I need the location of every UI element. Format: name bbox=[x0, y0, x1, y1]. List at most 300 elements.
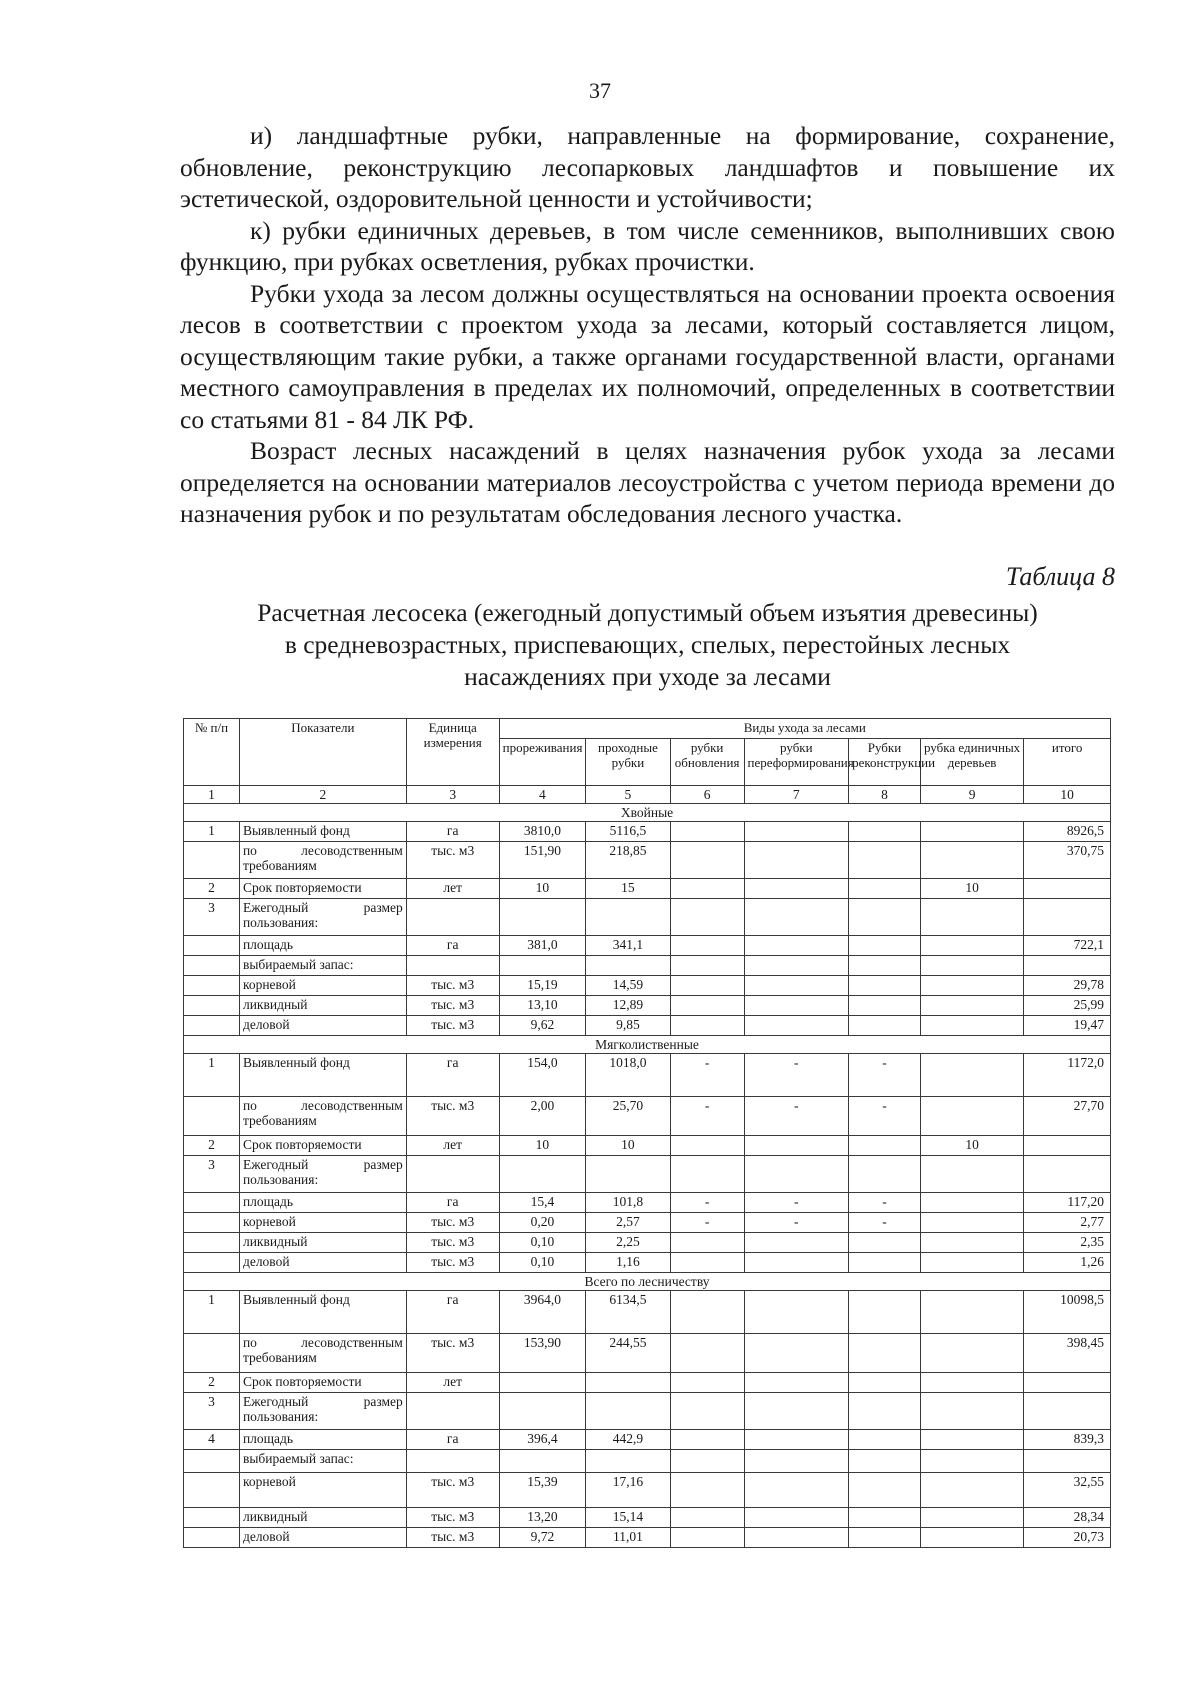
row-value bbox=[920, 1016, 1023, 1036]
row-value bbox=[499, 1393, 586, 1430]
row-value bbox=[670, 1508, 744, 1528]
row-number: 4 bbox=[184, 1430, 240, 1450]
row-value bbox=[744, 1136, 849, 1156]
row-indicator: ликвидный bbox=[239, 996, 406, 1016]
row-value: - bbox=[670, 1097, 744, 1136]
body-text bbox=[180, 120, 1115, 530]
row-unit: лет bbox=[406, 1373, 499, 1393]
row-indicator: корневой bbox=[239, 1473, 406, 1508]
row-total: 27,70 bbox=[1024, 1097, 1111, 1136]
row-total: 2,35 bbox=[1024, 1233, 1111, 1253]
row-total: 25,99 bbox=[1024, 996, 1111, 1016]
row-value: 5116,5 bbox=[586, 822, 670, 842]
row-number bbox=[184, 1450, 240, 1473]
row-number bbox=[184, 842, 240, 879]
row-value bbox=[920, 936, 1023, 956]
table-row bbox=[184, 1156, 1111, 1193]
table-row bbox=[184, 842, 1111, 879]
row-value bbox=[744, 1233, 849, 1253]
column-number: 4 bbox=[499, 786, 586, 804]
row-value: 17,16 bbox=[586, 1473, 670, 1508]
row-value: 442,9 bbox=[586, 1430, 670, 1450]
row-value bbox=[744, 1430, 849, 1450]
table-row bbox=[184, 1016, 1111, 1036]
row-number bbox=[184, 1193, 240, 1213]
row-indicator: деловой bbox=[239, 1016, 406, 1036]
row-total: 722,1 bbox=[1024, 936, 1111, 956]
row-value bbox=[849, 1373, 921, 1393]
row-total: 8926,5 bbox=[1024, 822, 1111, 842]
row-total: 2,77 bbox=[1024, 1213, 1111, 1233]
row-value: 3964,0 bbox=[499, 1291, 586, 1334]
table-row bbox=[184, 822, 1111, 842]
row-value bbox=[586, 1373, 670, 1393]
row-total bbox=[1024, 899, 1111, 936]
row-indicator: Выявленный фонд bbox=[239, 822, 406, 842]
row-unit: тыс. м3 bbox=[406, 976, 499, 996]
header-kind: Рубки реконструкции bbox=[849, 739, 921, 786]
row-unit: тыс. м3 bbox=[406, 1253, 499, 1273]
row-value bbox=[744, 1373, 849, 1393]
row-number: 1 bbox=[184, 822, 240, 842]
table-row bbox=[184, 1253, 1111, 1273]
row-value: 11,01 bbox=[586, 1528, 670, 1548]
row-value bbox=[744, 1156, 849, 1193]
row-value bbox=[920, 842, 1023, 879]
row-value bbox=[499, 1450, 586, 1473]
table-body bbox=[184, 719, 1111, 1548]
row-number bbox=[184, 1528, 240, 1548]
row-number bbox=[184, 1097, 240, 1136]
row-indicator: Ежегодный размер пользования: bbox=[239, 1393, 406, 1430]
row-unit: тыс. м3 bbox=[406, 1334, 499, 1373]
column-number: 1 bbox=[184, 786, 240, 804]
row-unit: лет bbox=[406, 1136, 499, 1156]
row-value bbox=[920, 899, 1023, 936]
table-title-line: в средневозрастных, приспевающих, спелых, перестойных лесных bbox=[284, 630, 1011, 659]
table-row bbox=[184, 899, 1111, 936]
row-unit: тыс. м3 bbox=[406, 1097, 499, 1136]
row-value bbox=[744, 879, 849, 899]
row-value bbox=[920, 1373, 1023, 1393]
row-indicator: по лесоводственным требованиям bbox=[239, 1334, 406, 1373]
row-unit: тыс. м3 bbox=[406, 1213, 499, 1233]
paragraph: к) рубки единичных деревьев, в том числе семенников, выполнивших свою функцию, при рубках осветления, рубках прочистки. bbox=[180, 215, 1115, 276]
row-total: 370,75 bbox=[1024, 842, 1111, 879]
row-value bbox=[670, 936, 744, 956]
section-title: Хвойные bbox=[184, 804, 1111, 822]
row-number bbox=[184, 1016, 240, 1036]
row-value bbox=[849, 1136, 921, 1156]
row-total bbox=[1024, 956, 1111, 976]
row-indicator: выбираемый запас: bbox=[239, 956, 406, 976]
row-number bbox=[184, 1213, 240, 1233]
row-value: 10 bbox=[499, 1136, 586, 1156]
column-number: 10 bbox=[1024, 786, 1111, 804]
row-indicator: деловой bbox=[239, 1528, 406, 1548]
row-total: 398,45 bbox=[1024, 1334, 1111, 1373]
row-value: 9,72 bbox=[499, 1528, 586, 1548]
row-value bbox=[849, 1508, 921, 1528]
row-value bbox=[849, 1334, 921, 1373]
row-value: 13,10 bbox=[499, 996, 586, 1016]
table-row bbox=[184, 1393, 1111, 1430]
row-number: 3 bbox=[184, 1156, 240, 1193]
row-indicator: площадь bbox=[239, 1430, 406, 1450]
row-value: 0,10 bbox=[499, 1233, 586, 1253]
section-row bbox=[184, 1036, 1111, 1054]
table-row bbox=[184, 1233, 1111, 1253]
row-value: 1,16 bbox=[586, 1253, 670, 1273]
row-number bbox=[184, 1253, 240, 1273]
column-number: 6 bbox=[670, 786, 744, 804]
header-unit: Единица измерения bbox=[406, 719, 499, 786]
row-value bbox=[920, 1156, 1023, 1193]
row-value: - bbox=[744, 1213, 849, 1233]
table-row bbox=[184, 976, 1111, 996]
row-number: 2 bbox=[184, 1373, 240, 1393]
row-value bbox=[920, 976, 1023, 996]
table-row bbox=[184, 996, 1111, 1016]
row-value: 396,4 bbox=[499, 1430, 586, 1450]
row-value bbox=[849, 1393, 921, 1430]
row-value: 6134,5 bbox=[586, 1291, 670, 1334]
row-value: 381,0 bbox=[499, 936, 586, 956]
row-indicator: Срок повторяемости bbox=[239, 1136, 406, 1156]
row-value bbox=[849, 842, 921, 879]
row-total: 1,26 bbox=[1024, 1253, 1111, 1273]
row-indicator: Срок повторяемости bbox=[239, 879, 406, 899]
row-indicator: деловой bbox=[239, 1253, 406, 1273]
row-value bbox=[849, 1473, 921, 1508]
row-value: 218,85 bbox=[586, 842, 670, 879]
row-number bbox=[184, 1508, 240, 1528]
row-value: 10 bbox=[920, 879, 1023, 899]
row-value bbox=[744, 1291, 849, 1334]
row-value bbox=[670, 976, 744, 996]
row-total bbox=[1024, 1373, 1111, 1393]
row-value bbox=[586, 899, 670, 936]
column-number: 9 bbox=[920, 786, 1023, 804]
row-value: 10 bbox=[499, 879, 586, 899]
row-value bbox=[670, 1253, 744, 1273]
row-value: 153,90 bbox=[499, 1334, 586, 1373]
row-value bbox=[499, 899, 586, 936]
row-value: 15,39 bbox=[499, 1473, 586, 1508]
row-value bbox=[670, 1528, 744, 1548]
row-value bbox=[744, 1334, 849, 1373]
row-value: - bbox=[849, 1193, 921, 1213]
row-value bbox=[920, 822, 1023, 842]
row-value bbox=[586, 1393, 670, 1430]
row-indicator: площадь bbox=[239, 1193, 406, 1213]
row-value bbox=[920, 1508, 1023, 1528]
row-indicator: по лесоводственным требованиям bbox=[239, 842, 406, 879]
header-indicator: Показатели bbox=[239, 719, 406, 786]
row-value bbox=[920, 1334, 1023, 1373]
row-unit: га bbox=[406, 1291, 499, 1334]
header-kind: прореживания bbox=[499, 739, 586, 786]
table-title bbox=[180, 597, 1115, 693]
row-value bbox=[920, 1097, 1023, 1136]
row-value: 151,90 bbox=[499, 842, 586, 879]
row-value bbox=[670, 1373, 744, 1393]
row-total bbox=[1024, 1450, 1111, 1473]
row-value bbox=[670, 1136, 744, 1156]
row-unit bbox=[406, 1450, 499, 1473]
row-value bbox=[849, 1528, 921, 1548]
row-value: 9,62 bbox=[499, 1016, 586, 1036]
row-value bbox=[920, 1393, 1023, 1430]
row-value bbox=[670, 1016, 744, 1036]
row-value bbox=[920, 1193, 1023, 1213]
row-value bbox=[744, 899, 849, 936]
row-unit bbox=[406, 1156, 499, 1193]
row-value bbox=[670, 1156, 744, 1193]
row-indicator: Ежегодный размер пользования: bbox=[239, 899, 406, 936]
row-value bbox=[744, 1528, 849, 1548]
row-value bbox=[849, 822, 921, 842]
row-total: 28,34 bbox=[1024, 1508, 1111, 1528]
row-number: 1 bbox=[184, 1291, 240, 1334]
row-value: 10 bbox=[920, 1136, 1023, 1156]
column-number: 2 bbox=[239, 786, 406, 804]
row-unit: тыс. м3 bbox=[406, 1016, 499, 1036]
row-unit: га bbox=[406, 1054, 499, 1097]
header-kind: проходные рубки bbox=[586, 739, 670, 786]
row-indicator: Ежегодный размер пользования: bbox=[239, 1156, 406, 1193]
row-total: 29,78 bbox=[1024, 976, 1111, 996]
row-value bbox=[920, 1473, 1023, 1508]
row-total bbox=[1024, 1156, 1111, 1193]
row-value bbox=[670, 1473, 744, 1508]
row-value bbox=[920, 996, 1023, 1016]
row-total: 10098,5 bbox=[1024, 1291, 1111, 1334]
row-value bbox=[586, 1156, 670, 1193]
paragraph: Рубки ухода за лесом должны осуществляться на основании проекта освоения лесов в соответствии с проектом ухода за лесами, который составляется лицом, осуществляющим такие рубки, а также органами государственной власти, органами местного самоуправления в пределах их полномочий, определенных в соответствии со статьями 81 - 84 ЛК РФ. bbox=[180, 278, 1115, 434]
row-value bbox=[849, 899, 921, 936]
header-kind: итого bbox=[1024, 739, 1111, 786]
row-value: 341,1 bbox=[586, 936, 670, 956]
table-row bbox=[184, 1450, 1111, 1473]
row-number bbox=[184, 956, 240, 976]
row-number bbox=[184, 1334, 240, 1373]
header-kind: рубки обновления bbox=[670, 739, 744, 786]
row-total bbox=[1024, 1393, 1111, 1430]
row-total bbox=[1024, 1136, 1111, 1156]
table-title-line: Расчетная лесосека (ежегодный допустимый объем изъятия древесины) bbox=[257, 598, 1038, 627]
row-value: 12,89 bbox=[586, 996, 670, 1016]
row-unit: тыс. м3 bbox=[406, 1528, 499, 1548]
table-row bbox=[184, 1508, 1111, 1528]
row-value: 15 bbox=[586, 879, 670, 899]
header-kind: рубка единичных деревьев bbox=[920, 739, 1023, 786]
table-row bbox=[184, 1291, 1111, 1334]
row-number: 2 bbox=[184, 879, 240, 899]
row-value bbox=[920, 1253, 1023, 1273]
row-value: 14,59 bbox=[586, 976, 670, 996]
table-row bbox=[184, 1528, 1111, 1548]
row-value bbox=[849, 1450, 921, 1473]
column-number: 8 bbox=[849, 786, 921, 804]
row-value bbox=[849, 936, 921, 956]
table-row bbox=[184, 1213, 1111, 1233]
table-row bbox=[184, 1430, 1111, 1450]
row-number: 3 bbox=[184, 1393, 240, 1430]
row-value bbox=[920, 1291, 1023, 1334]
section-row bbox=[184, 804, 1111, 822]
row-value: - bbox=[670, 1054, 744, 1097]
row-value bbox=[920, 1054, 1023, 1097]
row-value bbox=[744, 1393, 849, 1430]
row-value bbox=[849, 956, 921, 976]
row-total bbox=[1024, 879, 1111, 899]
row-value: - bbox=[670, 1193, 744, 1213]
row-value bbox=[670, 1233, 744, 1253]
row-indicator: ликвидный bbox=[239, 1508, 406, 1528]
row-number bbox=[184, 1473, 240, 1508]
table-row bbox=[184, 1373, 1111, 1393]
column-number: 7 bbox=[744, 786, 849, 804]
row-value bbox=[670, 1450, 744, 1473]
table-row bbox=[184, 1473, 1111, 1508]
row-value: 2,00 bbox=[499, 1097, 586, 1136]
row-value bbox=[744, 1253, 849, 1273]
row-total: 1172,0 bbox=[1024, 1054, 1111, 1097]
row-value bbox=[744, 936, 849, 956]
row-value: 10 bbox=[586, 1136, 670, 1156]
row-indicator: Срок повторяемости bbox=[239, 1373, 406, 1393]
row-number bbox=[184, 1233, 240, 1253]
row-indicator: ликвидный bbox=[239, 1233, 406, 1253]
row-value: 244,55 bbox=[586, 1334, 670, 1373]
table-header-row bbox=[184, 719, 1111, 739]
row-total: 19,47 bbox=[1024, 1016, 1111, 1036]
row-value: - bbox=[744, 1193, 849, 1213]
row-value: 3810,0 bbox=[499, 822, 586, 842]
page-number: 37 bbox=[589, 78, 611, 103]
table-row bbox=[184, 956, 1111, 976]
row-value bbox=[670, 1393, 744, 1430]
row-value bbox=[849, 1016, 921, 1036]
row-value bbox=[744, 1016, 849, 1036]
row-value: - bbox=[744, 1054, 849, 1097]
row-value bbox=[849, 1253, 921, 1273]
row-unit: тыс. м3 bbox=[406, 842, 499, 879]
row-total: 839,3 bbox=[1024, 1430, 1111, 1450]
row-number bbox=[184, 976, 240, 996]
row-unit: тыс. м3 bbox=[406, 996, 499, 1016]
table-label: Таблица 8 bbox=[1005, 562, 1115, 591]
row-value: 154,0 bbox=[499, 1054, 586, 1097]
row-indicator: Выявленный фонд bbox=[239, 1291, 406, 1334]
row-total: 32,55 bbox=[1024, 1473, 1111, 1508]
table-row bbox=[184, 879, 1111, 899]
row-unit: тыс. м3 bbox=[406, 1233, 499, 1253]
row-value bbox=[499, 956, 586, 976]
row-indicator: корневой bbox=[239, 1213, 406, 1233]
section-title: Всего по лесничеству bbox=[184, 1273, 1111, 1291]
row-number: 2 bbox=[184, 1136, 240, 1156]
header-num: № п/п bbox=[184, 719, 240, 786]
section-row bbox=[184, 1273, 1111, 1291]
row-number bbox=[184, 996, 240, 1016]
row-value bbox=[744, 996, 849, 1016]
row-value: - bbox=[849, 1213, 921, 1233]
row-value bbox=[920, 1233, 1023, 1253]
row-value: 0,20 bbox=[499, 1213, 586, 1233]
row-value: - bbox=[849, 1097, 921, 1136]
row-unit: га bbox=[406, 822, 499, 842]
row-total: 20,73 bbox=[1024, 1528, 1111, 1548]
header-kind: рубки переформирования bbox=[744, 739, 849, 786]
header-group: Виды ухода за лесами bbox=[499, 719, 1110, 739]
row-total: 117,20 bbox=[1024, 1193, 1111, 1213]
row-value bbox=[849, 996, 921, 1016]
row-value: 101,8 bbox=[586, 1193, 670, 1213]
row-value bbox=[920, 1450, 1023, 1473]
row-indicator: корневой bbox=[239, 976, 406, 996]
row-value: 9,85 bbox=[586, 1016, 670, 1036]
row-value: 15,19 bbox=[499, 976, 586, 996]
column-number: 3 bbox=[406, 786, 499, 804]
row-value bbox=[849, 1291, 921, 1334]
row-unit: тыс. м3 bbox=[406, 1473, 499, 1508]
row-unit: лет bbox=[406, 879, 499, 899]
row-value bbox=[670, 956, 744, 976]
row-value bbox=[670, 842, 744, 879]
row-value bbox=[670, 1430, 744, 1450]
row-value: 15,14 bbox=[586, 1508, 670, 1528]
row-unit bbox=[406, 899, 499, 936]
row-value bbox=[744, 822, 849, 842]
row-value: - bbox=[744, 1097, 849, 1136]
row-value bbox=[499, 1156, 586, 1193]
paragraph: Возраст лесных насаждений в целях назначения рубок ухода за лесами определяется на основании материалов лесоустройства с учетом периода времени до назначения рубок и по результатам обследования лесного участка. bbox=[180, 436, 1115, 528]
table-row bbox=[184, 1193, 1111, 1213]
row-value bbox=[920, 1430, 1023, 1450]
row-value bbox=[920, 1213, 1023, 1233]
row-unit bbox=[406, 956, 499, 976]
row-value bbox=[849, 879, 921, 899]
row-value bbox=[670, 879, 744, 899]
table-row bbox=[184, 1334, 1111, 1373]
row-value bbox=[670, 1291, 744, 1334]
row-unit bbox=[406, 1393, 499, 1430]
row-indicator: Выявленный фонд bbox=[239, 1054, 406, 1097]
row-value bbox=[849, 976, 921, 996]
table-title-line: насаждениях при уходе за лесами bbox=[464, 662, 831, 691]
row-value: 13,20 bbox=[499, 1508, 586, 1528]
table-row bbox=[184, 1136, 1111, 1156]
row-indicator: выбираемый запас: bbox=[239, 1450, 406, 1473]
row-value bbox=[920, 1528, 1023, 1548]
row-value bbox=[920, 956, 1023, 976]
row-value bbox=[670, 822, 744, 842]
table-row bbox=[184, 936, 1111, 956]
row-value bbox=[744, 956, 849, 976]
row-value: 2,57 bbox=[586, 1213, 670, 1233]
row-value: 0,10 bbox=[499, 1253, 586, 1273]
row-value bbox=[744, 1508, 849, 1528]
row-indicator: по лесоводственным требованиям bbox=[239, 1097, 406, 1136]
row-number: 3 bbox=[184, 899, 240, 936]
row-value: 25,70 bbox=[586, 1097, 670, 1136]
row-value bbox=[744, 1473, 849, 1508]
table-row bbox=[184, 1054, 1111, 1097]
row-value bbox=[586, 1450, 670, 1473]
row-value bbox=[849, 1233, 921, 1253]
